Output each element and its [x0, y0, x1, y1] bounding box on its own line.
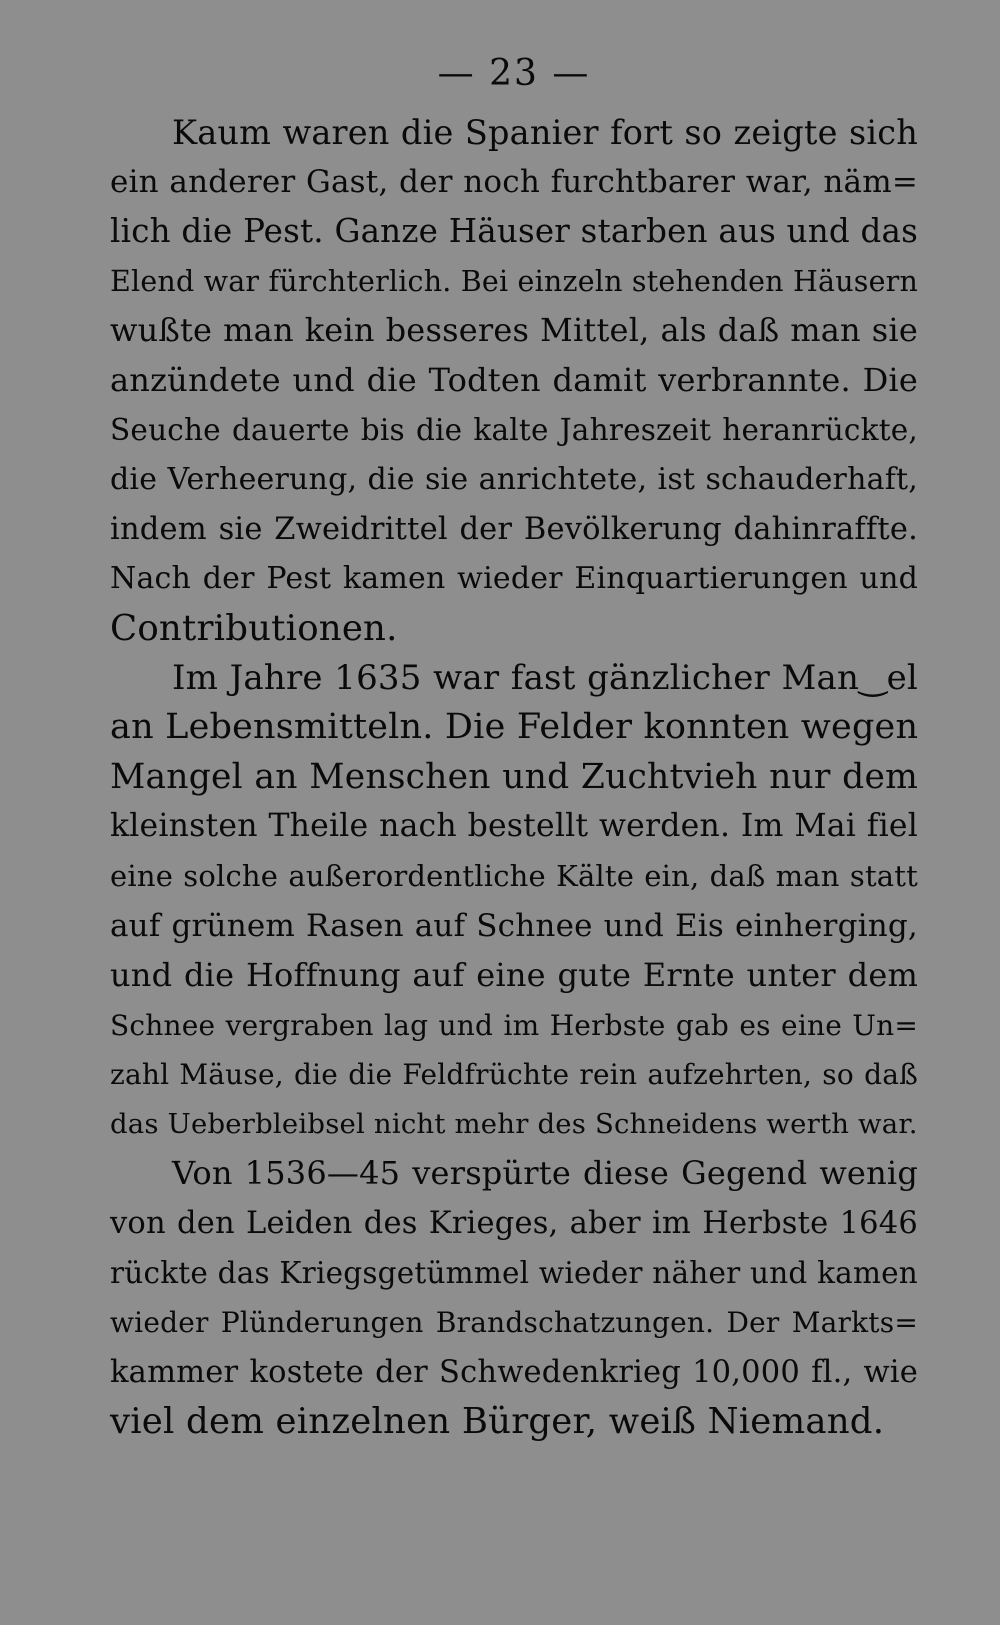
paragraph-2	[110, 654, 918, 1150]
text-line: an Lebensmitteln. Die Felder konnten wegen	[110, 707, 919, 748]
text-line: die Verheerung, die sie anrichtete, ist schauderhaft,	[110, 462, 918, 498]
text-line: viel dem einzelnen Bürger, weiß Niemand.	[110, 1401, 885, 1443]
text-line: Von 1536—45 verspürte diese Gegend wenig	[172, 1154, 918, 1193]
text-line: zahl Mäuse, die die Feldfrüchte rein aufzehrten, so daß	[110, 1058, 918, 1092]
text-line: Elend war fürchterlich. Bei einzeln stehenden Häusern	[110, 264, 919, 298]
paragraph-3	[110, 1149, 918, 1447]
text-line: und die Hoffnung auf eine gute Ernte unter dem	[110, 956, 918, 995]
paragraph-1	[110, 108, 918, 654]
text-line: auf grünem Rasen auf Schnee und Eis einherging,	[110, 907, 918, 944]
text-line: lich die Pest. Ganze Häuser starben aus und das	[110, 212, 918, 251]
text-line: Mangel an Menschen und Zuchtvieh nur dem	[110, 756, 918, 797]
text-line: kammer kostete der Schwedenkrieg 10,000 fl., wie	[110, 1354, 918, 1390]
text-line: Contributionen.	[110, 607, 398, 649]
text-line: rückte das Kriegsgetümmel wieder näher und kamen	[110, 1255, 918, 1290]
text-line: das Ueberbleibsel nicht mehr des Schneidens werth war.	[110, 1107, 918, 1140]
text-line: ein anderer Gast, der noch furchtbarer war, näm=	[110, 163, 918, 200]
text-line: Seuche dauerte bis die kalte Jahreszeit heranrückte,	[110, 412, 918, 447]
text-line: kleinsten Theile nach bestellt werden. Im Mai fiel	[110, 808, 918, 845]
text-line: Kaum waren die Spanier fort so zeigte sich	[172, 113, 918, 152]
text-line: anzündete und die Todten damit verbrannte. Die	[110, 360, 918, 399]
text-line: von den Leiden des Krieges, aber im Herbste 1646	[110, 1206, 918, 1242]
text-line: wußte man kein besseres Mittel, als daß man sie	[110, 311, 918, 350]
text-line: Im Jahre 1635 war fast gänzlicher Man‿el	[172, 657, 918, 698]
text-line: eine solche außerordentliche Kälte ein, daß man statt	[110, 858, 918, 893]
text-line: indem sie Zweidrittel der Bevölkerung dahinraffte.	[110, 511, 918, 547]
page-number: — 23 —	[437, 53, 591, 94]
text-line: Nach der Pest kamen wieder Einquartierungen und	[110, 561, 918, 597]
text-line: Schnee vergraben lag und im Herbste gab es eine Un=	[110, 1008, 918, 1042]
text-line: wieder Plünderungen Brandschatzungen. Der Markts=	[110, 1306, 918, 1340]
